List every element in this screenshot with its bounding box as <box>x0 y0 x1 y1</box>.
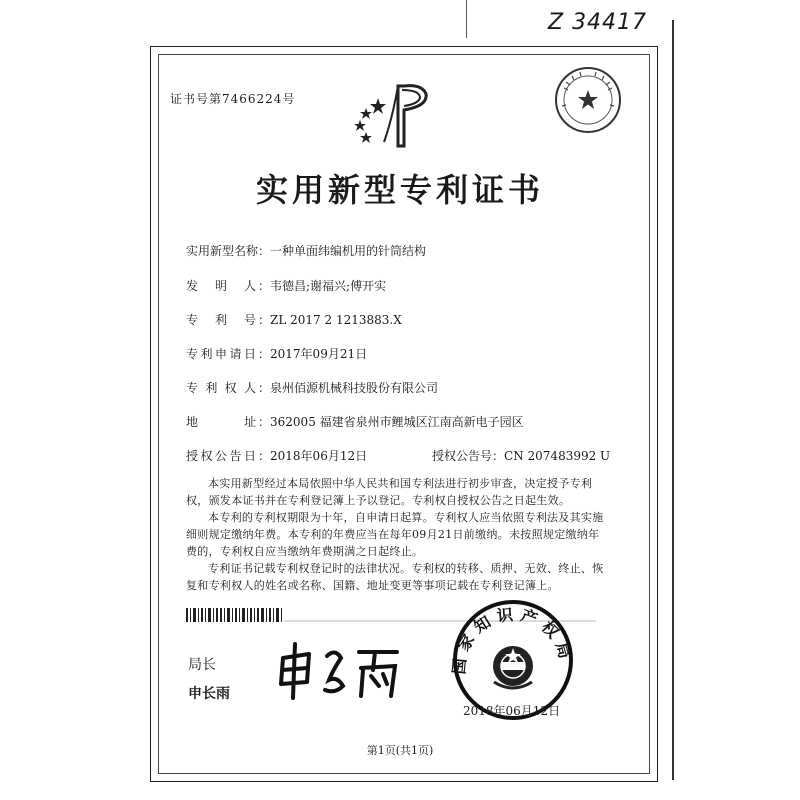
cnipa-emblem-icon <box>348 80 438 150</box>
scan-artifact-line <box>466 0 467 38</box>
field-colon: ： <box>258 279 271 293</box>
field-patentee <box>186 379 438 396</box>
field-label: 授权公告日 <box>186 449 256 463</box>
field-utility-model-name <box>186 242 426 259</box>
scan-edge-line <box>672 20 674 780</box>
stamp-seal-small-icon <box>552 64 624 136</box>
field-label: 专利权人 <box>186 381 256 395</box>
field-value: 韦德昌;谢福兴;傅开实 <box>270 279 387 293</box>
field-patent-number <box>186 311 402 328</box>
page-number: 第1页(共1页) <box>366 744 434 757</box>
field-colon: ： <box>258 244 271 258</box>
field-grant-date <box>186 447 367 464</box>
director-title: 局长 <box>188 657 216 673</box>
field-label: 实用新型名称 <box>186 244 259 258</box>
field-value: 2017年09月21日 <box>270 347 368 361</box>
field-inventor <box>186 277 386 294</box>
field-colon: ： <box>258 347 271 361</box>
paragraph: 本实用新型经过本局依照中华人民共和国专利法进行初步审查，决定授予专利权，颁发本证书并在专利登记簿上予以登记。专利权自授权公告之日起生效。 <box>186 477 593 507</box>
director-name: 申长雨 <box>188 686 230 702</box>
paragraph: 专利证书记载专利权登记时的法律状况。专利权的转移、质押、无效、终止、恢复和专利权人的姓名或名称、国籍、地址变更等事项记载在专利登记簿上。 <box>186 562 604 592</box>
page-title: 实用新型专利证书 <box>255 171 544 209</box>
seal-date: 2018年06月12日 <box>463 704 561 718</box>
certificate-body-text <box>186 475 610 594</box>
seal-text: 国家知识产权局 <box>449 604 577 676</box>
field-colon: ： <box>258 381 271 395</box>
director-signature <box>275 640 405 700</box>
certificate-number: 证书号第7466224号 <box>170 92 296 106</box>
field-label: 地址 <box>186 415 256 429</box>
field-value: 362005 福建省泉州市鲤城区江南高新电子园区 <box>270 415 524 429</box>
field-colon: ： <box>492 449 505 463</box>
field-label: 专利申请日 <box>186 347 256 361</box>
field-value: 2018年06月12日 <box>270 449 368 463</box>
field-value: CN 207483992 U <box>504 449 611 463</box>
field-colon: ： <box>258 313 271 327</box>
field-address <box>186 413 524 430</box>
field-label: 专利号 <box>186 313 256 327</box>
handwritten-code: Z 34417 <box>548 10 648 35</box>
field-colon: ： <box>258 449 271 463</box>
field-label: 授权公告号 <box>432 449 493 463</box>
field-grant-number <box>432 447 610 464</box>
field-value: ZL 2017 2 1213883.X <box>270 313 402 327</box>
field-application-date <box>186 345 367 362</box>
field-value: 泉州佰源机械科技股份有限公司 <box>270 381 439 395</box>
field-colon: ： <box>258 415 271 429</box>
field-label: 发明人 <box>186 279 256 293</box>
field-value: 一种单面纬编机用的针筒结构 <box>270 244 427 258</box>
paragraph: 本专利的专利权期限为十年，自申请日起算。专利权人应当依照专利法及其实施细则规定缴纳年费。本专利的年费应当在每年09月21日前缴纳。未按照规定缴纳年费的，专利权自应当缴纳年费期满之日起终止。 <box>186 511 604 558</box>
